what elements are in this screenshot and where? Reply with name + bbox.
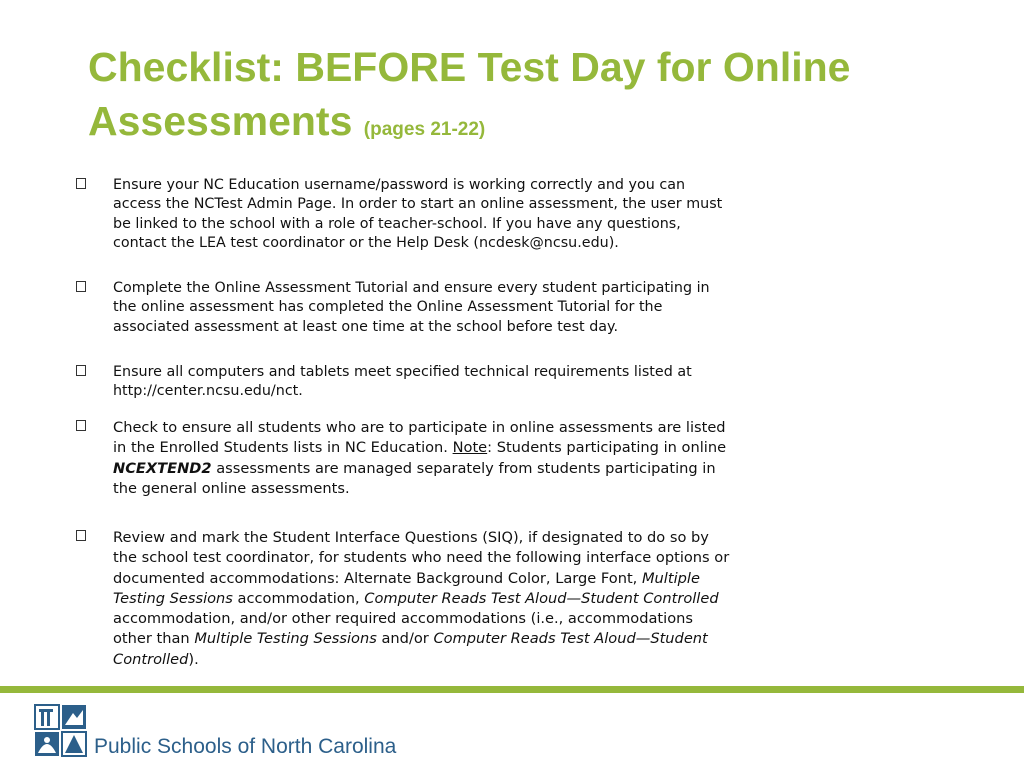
checklist-text-run: NCEXTEND2 <box>113 459 212 477</box>
checklist-text-run: and/or <box>376 630 434 648</box>
checklist-text-run: Check to ensure all students who are to participate in online assessments are listed in the Enrolled Students lists in NC Education. <box>113 419 726 457</box>
slide-title <box>88 40 1008 157</box>
checklist-text-run: accommodation, and/or other required accommodations (i.e., accommodations other than <box>113 610 693 648</box>
checkbox-icon <box>76 420 86 431</box>
checkbox-icon <box>76 530 86 541</box>
checkbox-icon <box>76 281 86 292</box>
checklist-text-run: accommodation, <box>232 589 365 607</box>
checklist-item-text <box>113 279 733 337</box>
checklist-text-run: Computer Reads Test Aloud—Student Controlled <box>113 630 708 668</box>
checkbox-icon <box>76 365 86 376</box>
checklist-text-run: Note <box>452 439 488 457</box>
footer-organization-name: Public Schools of North Carolina <box>94 735 397 758</box>
checklist-text-run: Multiple Testing Sessions <box>113 569 700 607</box>
checklist-item-text <box>113 176 733 254</box>
checklist-text-run: Complete the Online Assessment Tutorial and ensure every student participating in the online assessment has completed the Online Assessment Tutorial for the associated assessment at least one time at the school before test day. <box>113 280 710 335</box>
checklist-text-run: Computer Reads Test Aloud—Student Controlled <box>364 589 719 607</box>
footer-divider <box>0 686 1024 693</box>
checklist-item-text <box>113 363 733 402</box>
checklist-text-run: : Students participating in online <box>487 439 727 457</box>
slide-title-pages: (pages 21-22) <box>363 119 486 140</box>
checklist-item-text <box>113 418 733 499</box>
nc-seal-logo-icon <box>34 704 88 758</box>
checkbox-icon <box>76 178 86 189</box>
checklist-item-text <box>113 528 733 670</box>
slide-title-main: Checklist: BEFORE Test Day for Online Assessments <box>88 44 851 144</box>
checklist-text-run: assessments are managed separately from students participating in the general online assessments. <box>113 459 716 497</box>
checklist-text-run: Ensure all computers and tablets meet specified technical requirements listed at http://center.ncsu.edu/nct. <box>113 364 692 400</box>
checklist-text-run: Review and mark the Student Interface Questions (SIQ), if designated to do so by the school test coordinator, for students who need the following interface options or documented accommodations: Alternate Background Color, Large Font, <box>113 529 730 587</box>
checklist-text-run: Multiple Testing Sessions <box>194 630 377 648</box>
checklist-text-run: Ensure your NC Education username/password is working correctly and you can access the NCTest Admin Page. In order to start an online assessment, the user must be linked to the school with a role of teacher-school. If you have any questions, contact the LEA test coordinator or the Help Desk (ncdesk@ncsu.edu). <box>113 177 723 252</box>
checklist-text-run: ). <box>188 650 199 668</box>
